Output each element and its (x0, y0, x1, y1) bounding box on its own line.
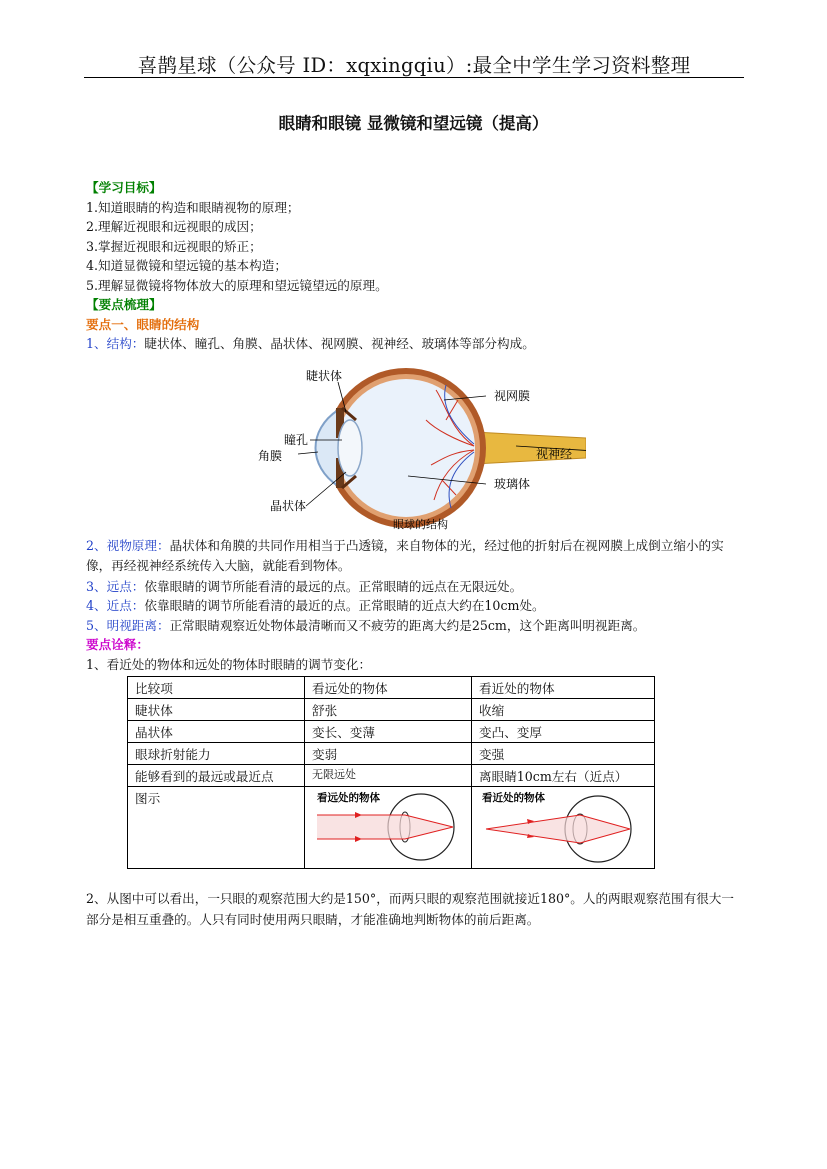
structure-text: 睫状体、瞳孔、角膜、晶状体、视网膜、视神经、玻璃体等部分构成。 (144, 336, 535, 351)
clear-label: 5、明视距离： (86, 617, 170, 633)
label-pupil: 瞳孔 (284, 432, 309, 447)
far-text: 依靠眼睛的调节所能看清的最远的点。正常眼睛的远点在无限远处。 (144, 578, 523, 594)
far-label: 3、远点： (86, 578, 145, 594)
content (86, 178, 746, 930)
table-cell: 变凸、变厚 (472, 721, 655, 743)
goals-heading: 【学习目标】 (86, 180, 162, 195)
goal-item: 3.掌握近视眼和远视眼的矫正； (86, 238, 262, 254)
table-cell: 变强 (472, 743, 655, 765)
label-lens: 晶状体 (270, 498, 307, 513)
page-title: 眼睛和眼镜 显微镜和望远镜（提高） (278, 114, 549, 133)
principle-text: 晶状体和角膜的共同作用相当于凸透镜，来自物体的光，经过他的折射后在视网膜上成倒立缩小的实像，再经视神经系统传入大脑，就能看到物体。 (86, 537, 724, 573)
table-figure-row (128, 787, 655, 869)
structure-line (86, 334, 746, 354)
table-cell: 图示 (128, 787, 305, 869)
near-label: 4、近点： (86, 598, 145, 613)
explain-heading: 要点诠释： (86, 637, 149, 652)
cornea-shape (316, 410, 339, 486)
near-text: 依靠眼睛的调节所能看清的最近的点。正常眼睛的近点大约在10cm处。 (144, 598, 545, 613)
table-cell: 收缩 (472, 699, 655, 721)
goal-item: 1.知道眼睛的构造和眼睛视物的原理； (86, 199, 300, 215)
label-cornea: 角膜 (258, 448, 283, 463)
eye-figure (86, 360, 746, 532)
table-cell: 变长、变薄 (305, 721, 472, 743)
table-row (128, 699, 655, 721)
light-cone (486, 815, 630, 843)
figure-caption: 眼球的结构 (393, 518, 448, 531)
table-row (128, 721, 655, 743)
goal-item: 4.知道显微镜和望远镜的基本构造； (86, 258, 287, 273)
table-row (128, 765, 655, 787)
near-figure-cell (472, 787, 655, 869)
structure-label: 1、结构： (86, 336, 145, 351)
eye-diagram (246, 360, 586, 532)
principle-label: 2、视物原理： (86, 537, 170, 553)
near-eye-diagram (472, 787, 654, 865)
label-vitreous: 玻璃体 (494, 476, 531, 491)
light-cone (317, 815, 453, 839)
near-figure-caption: 看近处的物体 (482, 792, 545, 804)
table-cell: 比较项 (128, 677, 305, 699)
label-optic-nerve: 视神经 (536, 446, 573, 461)
explain-item2: 2、从图中可以看出，一只眼的观察范围大约是150°，而两只眼的观察范围就接近180°。人的两眼观察范围有很大一部分是相互重叠的。人只有同时使用两只眼睛，才能准确地判断物体的前后距离。 (86, 891, 734, 927)
table-cell: 看近处的物体 (472, 677, 655, 699)
table-cell: 无限远处 (305, 765, 472, 787)
clear-distance-line (86, 616, 746, 636)
principle-paragraph (86, 536, 746, 577)
far-figure-cell (305, 787, 472, 869)
explain-item1: 1、看近处的物体和远处的物体时眼睛的调节变化： (86, 656, 372, 672)
far-eye-diagram (305, 787, 471, 865)
goal-item: 5.理解显微镜将物体放大的原理和望远镜望远的原理。 (86, 277, 388, 293)
header-rule (84, 77, 744, 78)
table-row (128, 743, 655, 765)
table-cell: 变弱 (305, 743, 472, 765)
label-ciliary: 睫状体 (306, 368, 343, 383)
near-point-line (86, 596, 746, 616)
table-cell: 睫状体 (128, 699, 305, 721)
far-figure-caption: 看远处的物体 (317, 792, 380, 804)
point1-heading: 要点一、眼睛的结构 (86, 316, 200, 332)
table-cell: 眼球折射能力 (128, 743, 305, 765)
table-cell: 看远处的物体 (305, 677, 472, 699)
key-points-heading: 【要点梳理】 (86, 297, 162, 312)
page-header: 喜鹊星球（公众号 ID：xqxingqiu）:最全中学生学习资料整理 (137, 54, 691, 77)
table-cell: 舒张 (305, 699, 472, 721)
far-point-line (86, 577, 746, 597)
table-header-row (128, 677, 655, 699)
clear-text: 正常眼睛观察近处物体最清晰而又不疲劳的距离大约是25cm，这个距离叫明视距离。 (169, 617, 646, 633)
comparison-table (127, 676, 655, 869)
table-cell: 能够看到的最远或最近点 (128, 765, 305, 787)
lens-shape (338, 420, 362, 476)
label-retina: 视网膜 (494, 388, 531, 403)
table-cell: 离眼睛10cm左右（近点） (472, 765, 655, 787)
table-cell: 晶状体 (128, 721, 305, 743)
goal-item: 2.理解近视眼和远视眼的成因； (86, 219, 262, 234)
